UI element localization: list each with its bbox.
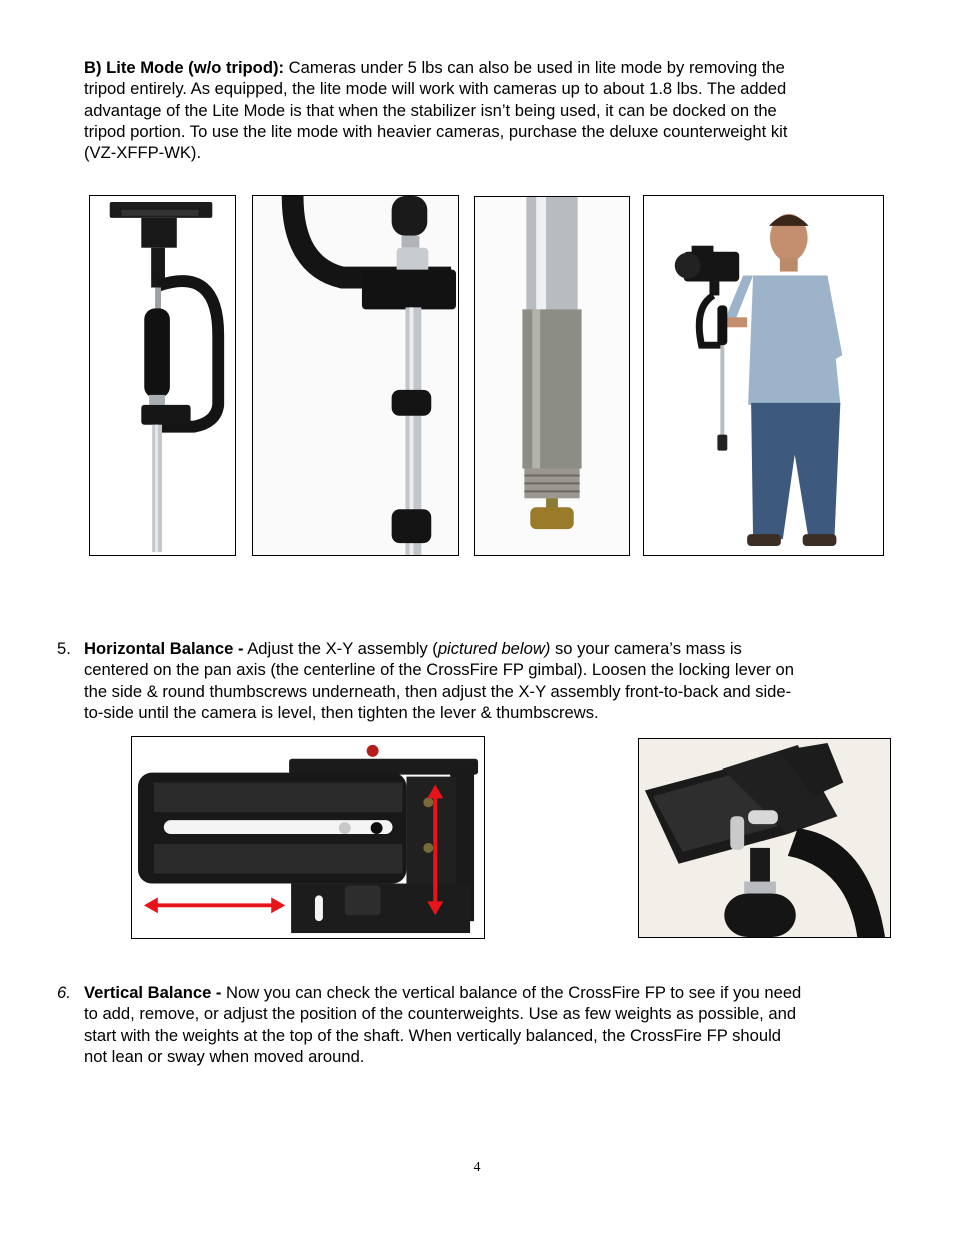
photo-shaft-end: [474, 196, 630, 556]
horizontal-balance-heading: Horizontal Balance -: [84, 639, 244, 658]
photo-stabilizer-lite-mode: [89, 195, 236, 556]
step-number-5: 5.: [57, 639, 71, 658]
step-number-6: 6.: [57, 983, 71, 1002]
vertical-balance-paragraph: Vertical Balance - Now you can check the vertical balance of the CrossFire FP to see if you need to add, remove, or adjust the position of the counterweights. Use as few weights as possible, and start with the weights at the top of the shaft. When vertically balanced, the CrossFire FP should not lean or sway when moved around.: [84, 983, 802, 1066]
horizontal-balance-paragraph: Horizontal Balance - Adjust the X-Y assembly (pictured below) so your camera’s mass is centered on the pan axis (the centerline of the CrossFire FP gimbal). Loosen the locking lever on the side & round thumbscrews underneath, then adjust the X-Y assembly front-to-back and side- to-side until the camera is level, then tighten the lever & thumbscrews.: [84, 639, 794, 722]
lite-mode-heading: B) Lite Mode (w/o tripod):: [84, 58, 285, 77]
vertical-balance-heading: Vertical Balance -: [84, 983, 222, 1002]
lite-mode-paragraph: B) Lite Mode (w/o tripod): Cameras under 5 lbs can also be used in lite mode by removing the tripod entirely. As equipped, the lite mode will work with cameras up to about 1.8 lbs. The added advantage of the Lite Mode is that when the stabilizer isn’t being used, it can be docked on the tripod portion. To use the lite mode with heavier cameras, purchase the deluxe counterweight kit (VZ-XFFP-WK).: [84, 58, 788, 163]
page-number: 4: [473, 1160, 481, 1175]
photo-xy-assembly: [131, 736, 485, 939]
photo-operator-with-camera: [643, 195, 884, 556]
photo-gimbal-closeup: [638, 738, 891, 938]
photo-handle-closeup: [252, 195, 459, 556]
